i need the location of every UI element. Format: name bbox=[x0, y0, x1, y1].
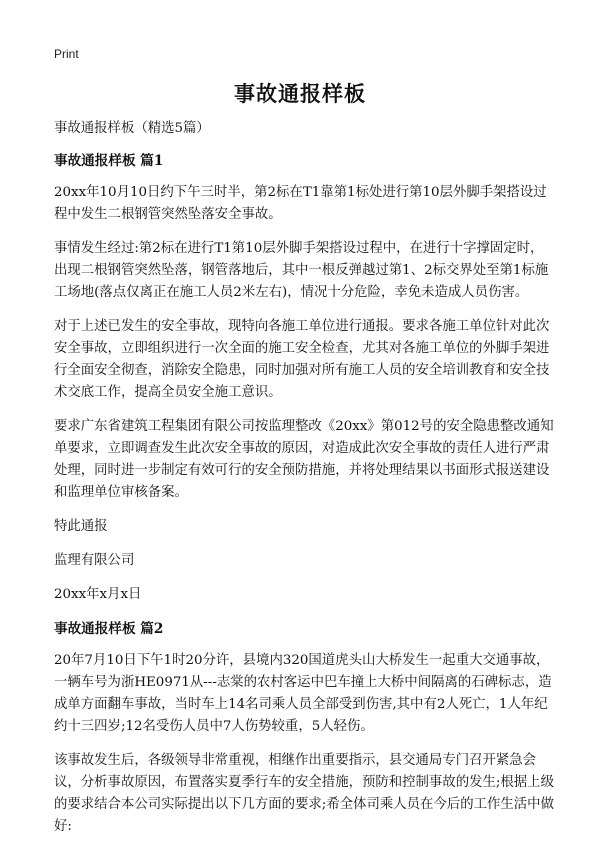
section-heading: 事故通报样板 篇1 bbox=[54, 153, 164, 169]
paragraph: 该事故发生后，各级领导非常重视，相继作出重要指示，县交通局专门召开紧急会议，分析事故原因，布置落实夏季行车的安全措施，预防和控制事故的发生;根据上级的要求结合本公司实际提出以下几方面的要求;希全体司乘人员在今后的工作生活中做好: bbox=[54, 753, 554, 834]
paragraph: 20年7月10日下午1时20分许，县境内320国道虎头山大桥发生一起重大交通事故，一辆车号为浙HE0971从---志棠的农村客运中巴车撞上大桥中间隔离的石碑标志，造成单方面翻车事故，当时车上14名司乘人员全部受到伤害,其中有2人死亡，1人年纪约十三四岁;12名受伤人员中7人伤势较重，5人轻伤。 bbox=[54, 653, 552, 734]
paragraph: 要求广东省建筑工程集团有限公司按监理整改《20xx》第012号的安全隐患整改通知单要求，立即调查发生此次安全事故的原因，对造成此次安全事故的责任人进行严肃处理，同时进一步制定有效可行的安全预防措施，并将处理结果以书面形式报送建设和监理单位审核备案。 bbox=[54, 419, 554, 500]
document-body bbox=[54, 118, 554, 850]
paragraph: 事情发生经过:第2标在进行T1第10层外脚手架搭设过程中，在进行十字撑固定时，出现二根钢管突然坠落，钢管落地后，其中一根反弹越过第1、2标交界处至第1标施工场地(落点仅离正在施工人员2米左右)，情况十分危险，幸免未造成人员伤害。 bbox=[54, 241, 549, 300]
paragraph: 20xx年10月10日约下午三时半，第2标在T1靠第1标处进行第10层外脚手架搭设过程中发生二根钢管突然坠落安全事故。 bbox=[54, 185, 547, 222]
paragraph: 对于上述已发生的安全事故，现特向各施工单位进行通报。要求各施工单位针对此次安全事故，立即组织进行一次全面的施工安全检查，尤其对各施工单位的外脚手架进行全面安全彻查，消除安全隐患，同时加强对所有施工人员的安全培训教育和安全技术交底工作，提高全员安全施工意识。 bbox=[54, 319, 550, 400]
section-heading: 事故通报样板 篇2 bbox=[54, 621, 164, 637]
print-link[interactable]: Print bbox=[54, 47, 79, 61]
closing-line: 特此通报 bbox=[54, 519, 108, 534]
document-subtitle: 事故通报样板（精选5篇） bbox=[54, 121, 210, 136]
signature-date: 20xx年x月x日 bbox=[54, 587, 142, 602]
signature-organization: 监理有限公司 bbox=[54, 553, 135, 568]
document-title: 事故通报样板 bbox=[234, 81, 366, 106]
